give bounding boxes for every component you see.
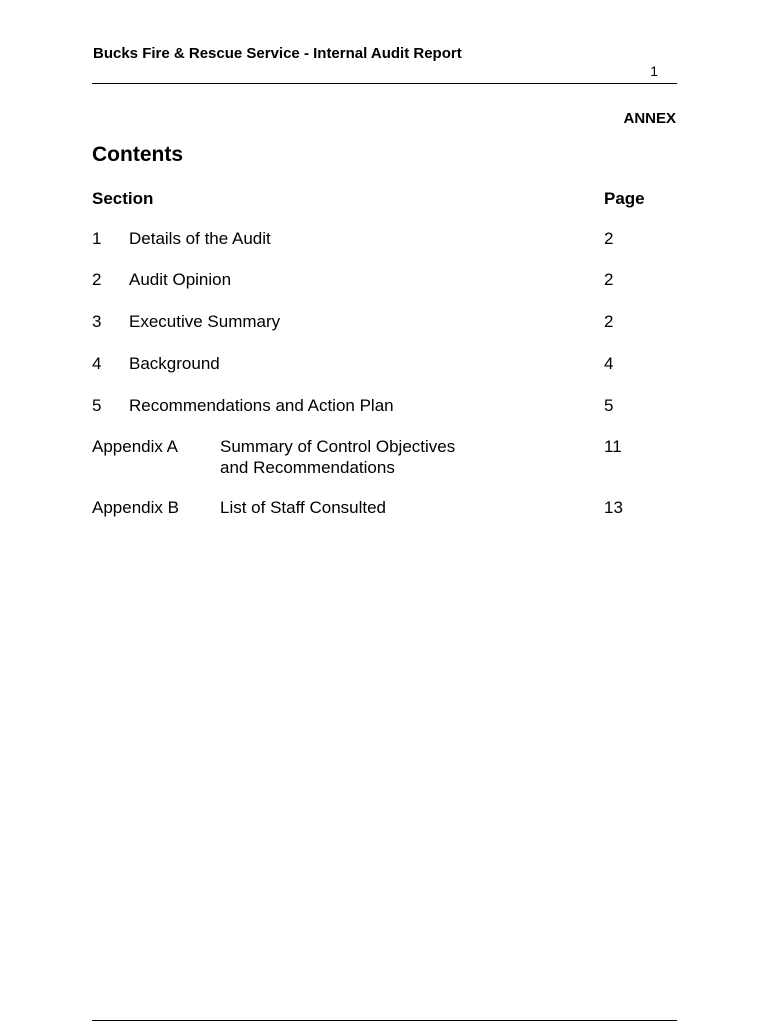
toc-section-number: 3 xyxy=(92,312,102,331)
toc-appendix-title: List of Staff Consulted xyxy=(220,498,387,517)
toc-appendix-title xyxy=(220,436,455,478)
toc-section-title: Recommendations and Action Plan xyxy=(129,396,394,415)
toc-page-number: 13 xyxy=(604,498,623,517)
toc-appendix-title-line2: and Recommendations xyxy=(220,458,395,477)
toc-section-title: Background xyxy=(129,354,220,373)
toc-page-number: 4 xyxy=(604,354,614,373)
contents-title: Contents xyxy=(92,143,183,166)
footer-rule xyxy=(92,1020,677,1021)
toc-section-title: Details of the Audit xyxy=(129,229,271,248)
toc-section-number: 5 xyxy=(92,396,102,415)
toc-appendix-label: Appendix B xyxy=(92,498,179,517)
toc-page-number: 2 xyxy=(604,270,614,289)
toc-section-title: Executive Summary xyxy=(129,312,281,331)
toc-section-number: 4 xyxy=(92,354,102,373)
page-header xyxy=(92,44,677,84)
toc-section-number: 1 xyxy=(92,229,102,248)
toc-page-number: 11 xyxy=(604,437,622,456)
toc-page-number: 5 xyxy=(604,396,614,415)
section-column-header: Section xyxy=(92,189,154,208)
toc-page-number: 2 xyxy=(604,229,614,248)
toc-section-number: 2 xyxy=(92,270,102,289)
page-number: 1 xyxy=(650,63,658,79)
header-title: Bucks Fire & Rescue Service - Internal Audit Report xyxy=(93,45,462,62)
toc-section-title: Audit Opinion xyxy=(129,270,232,289)
toc-appendix-label: Appendix A xyxy=(92,437,179,456)
toc-appendix-title-line1: Summary of Control Objectives xyxy=(220,437,456,456)
annex-label: ANNEX xyxy=(623,110,676,127)
page-column-header: Page xyxy=(604,189,645,208)
toc-page-number: 2 xyxy=(604,312,614,331)
